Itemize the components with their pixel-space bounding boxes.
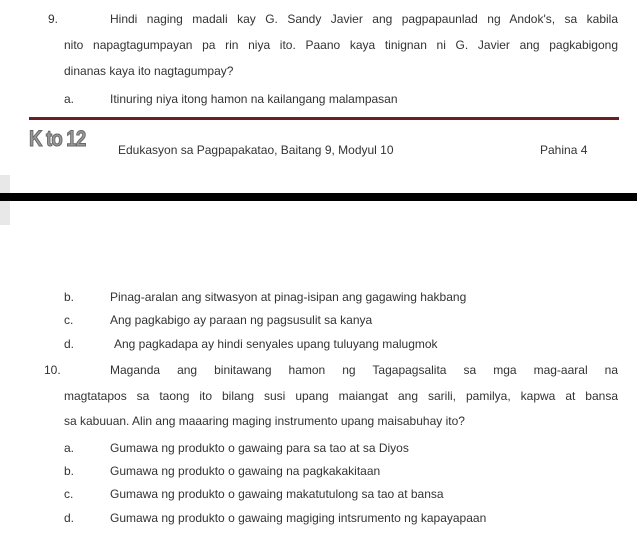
option-text: Gumawa ng produkto o gawaing na pagkakakitaan	[110, 464, 381, 478]
question-text: sa kabuuan. Alin ang maaaring maging instrumento upang maisabuhay ito?	[64, 414, 465, 428]
answer-option	[64, 511, 487, 525]
question-text: Maganda ang binitawang hamon ng Tagapagsalita sa mga mag-aaral na	[110, 363, 618, 377]
footer-divider	[29, 117, 619, 120]
footer-title: Edukasyon sa Pagpapakatao, Baitang 9, Modyul 10	[118, 143, 394, 157]
question-number: 10.	[44, 363, 61, 377]
answer-option	[64, 92, 398, 106]
question-number: 9.	[48, 12, 59, 26]
option-text: Ang pagkabigo ay paraan ng pagsusulit sa kanya	[110, 313, 373, 327]
option-letter: c.	[64, 313, 74, 327]
option-text: Ang pagkadapa ay hindi senyales upang tuluyang malugmok	[114, 337, 438, 351]
option-letter: d.	[64, 511, 75, 525]
page-break-bar	[0, 193, 637, 201]
option-text: Gumawa ng produkto o gawaing makatutulong sa tao at bansa	[110, 487, 444, 501]
option-letter: d.	[64, 337, 75, 351]
question-text: nito napagtagumpayan pa rin niya ito. Paano kaya tinignan ni G. Javier ang pagkabigong	[64, 38, 618, 52]
option-letter: a.	[64, 92, 75, 106]
question-text: dinanas kaya ito nagtagumpay?	[64, 64, 234, 78]
k-to-12-logo: K to 12	[29, 126, 86, 151]
option-text: Gumawa ng produkto o gawaing magiging intsrumento ng kapayapaan	[110, 511, 487, 525]
answer-option	[64, 441, 409, 455]
option-text: Itinuring niya itong hamon na kailangang malampasan	[110, 92, 398, 106]
question-text: Hindi naging madali kay G. Sandy Javier ang pagpapaunlad ng Andok's, sa kabila	[110, 12, 618, 26]
answer-option	[64, 313, 373, 327]
answer-option	[64, 337, 438, 351]
option-letter: a.	[64, 441, 75, 455]
answer-option	[64, 290, 467, 304]
option-letter: c.	[64, 487, 74, 501]
answer-option	[64, 487, 444, 501]
option-letter: b.	[64, 464, 75, 478]
option-letter: b.	[64, 290, 75, 304]
answer-option	[64, 464, 381, 478]
option-text: Pinag-aralan ang sitwasyon at pinag-isipan ang gagawing hakbang	[110, 290, 467, 304]
option-text: Gumawa ng produkto o gawaing para sa tao at sa Diyos	[110, 441, 409, 455]
page-number: Pahina 4	[540, 143, 588, 157]
question-text: magtatapos sa taong ito bilang susi upang maiangat ang sarili, pamilya, kapwa at bansa	[64, 389, 618, 403]
